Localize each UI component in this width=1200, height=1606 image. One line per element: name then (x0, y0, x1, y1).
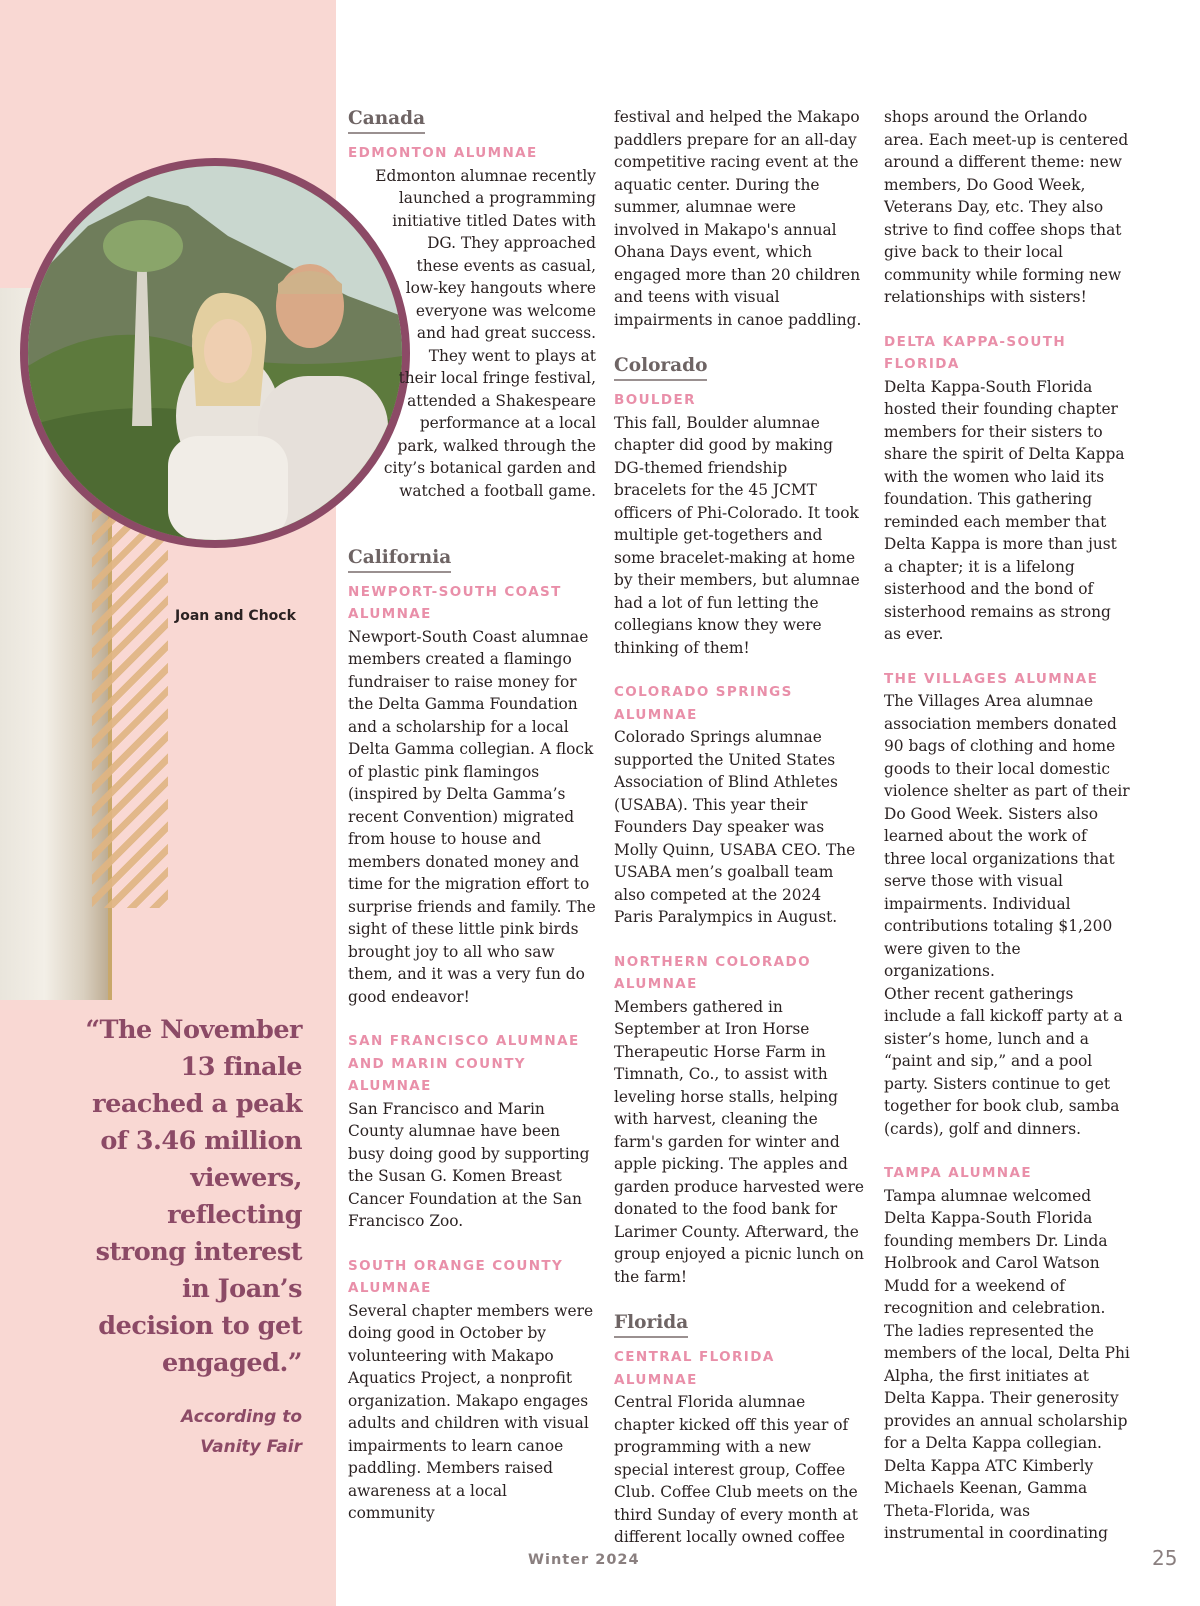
chapter-text-the-villages-2: Other recent gatherings include a fall kickoff party at a sister’s home, lunch and a “paint and sip,” and a pool party. Sisters continue to get together for book club, samba (cards), golf and dinners. (884, 984, 1123, 1138)
quote-attribution-line1: According to (181, 1407, 302, 1427)
region-heading-colorado: Colorado (614, 353, 707, 381)
chapter-text-colorado-springs: Colorado Springs alumnae supported the United States Association of Blind Athletes (USABA). This year their Founders Day speaker was Molly Quinn, USABA CEO. The USABA men’s goalball team also competed at the 2024 Paris Paralympics in August. (614, 728, 856, 926)
chapter-title-colorado-springs: COLORADO SPRINGS ALUMNAE (614, 684, 793, 723)
chapter-text-south-orange-county: Several chapter members were doing good in October by volunteering with Makapo Aquatics Project, a nonprofit organization. Makapo engages adults and children with visual impairments to learn canoe paddling. Members raised awareness at a local community (348, 1301, 594, 1522)
article-column-2 (614, 106, 864, 1549)
chapter-text-central-florida-continued: shops around the Orlando area. Each meet-up is centered around a different theme: new members, Do Good Week, Veterans Day, etc. They also strive to find coffee shops that give back to their local community while forming new relationships with sisters! (884, 108, 1129, 306)
article-column-1 (348, 106, 596, 1525)
chapter-title-newport: NEWPORT-SOUTH COAST ALUMNAE (348, 583, 562, 622)
chapter-text-northern-colorado: Members gathered in September at Iron Horse Therapeutic Horse Farm in Timnath, Co., to assist with leveling horse stalls, helping with harvest, cleaning the farm's garden for winter and apple picking. The apples and garden produce harvested were donated to the food bank for Larimer County. Afterward, the group enjoyed a picnic lunch on the farm! (614, 997, 864, 1286)
quote-attribution-line2: Vanity Fair (200, 1437, 302, 1457)
chapter-text-edmonton: Edmonton alumnae recently launched a programming initiative titled Dates with DG. They approached these events as casual, low-key hangouts where everyone was welcome and had great success. They went to plays at their local fringe festival, attended a Shakespeare performance at a local park, walked through the city’s botanical garden and watched a football game. (375, 166, 596, 500)
chapter-text-san-francisco: San Francisco and Marin County alumnae have been busy doing good by supporting the Susan G. Komen Breast Cancer Foundation at the San Francisco Zoo. (348, 1099, 590, 1230)
couple-photo-illustration (28, 166, 402, 540)
pull-quote: “The November 13 finale reached a peak of 3.46 million viewers, reflecting strong interest in Joan’s decision to get engaged.” (85, 1015, 302, 1378)
chapter-title-south-orange-county: SOUTH ORANGE COUNTY ALUMNAE (348, 1257, 564, 1296)
chapter-text-south-orange-county-continued: festival and helped the Makapo paddlers prepare for an all-day competitive racing event at the aquatic center. During the summer, alumnae were involved in Makapo's annual Ohana Days event, which engaged more than 20 children and teens with visual impairments in canoe paddling. (614, 108, 862, 329)
chapter-text-delta-kappa: Delta Kappa-South Florida hosted their founding chapter members for their sisters to share the spirit of Delta Kappa with the women who laid its foundation. This gathering reminded each member that Delta Kappa is more than just a chapter; it is a lifelong sisterhood and the bond of sisterhood remains as strong as ever. (884, 377, 1125, 643)
quote-attribution (140, 1402, 302, 1462)
page-number: 25 (1152, 1546, 1178, 1570)
chapter-title-delta-kappa: DELTA KAPPA-SOUTH FLORIDA (884, 333, 1067, 372)
region-heading-california: California (348, 545, 451, 573)
chapter-title-boulder: BOULDER (614, 392, 696, 408)
chapter-title-san-francisco: SAN FRANCISCO ALUMNAE AND MARIN COUNTY ALUMNAE (348, 1033, 580, 1094)
chapter-title-edmonton: EDMONTON ALUMNAE (348, 145, 538, 161)
chapter-text-the-villages: The Villages Area alumnae association members donated 90 bags of clothing and home goods to their local domestic violence shelter as part of their Do Good Week. Sisters also learned about the work of three local organizations that serve those with visual impairments. Individual contributions totaling $1,200 were given to the organizations. (884, 692, 1130, 980)
chapter-text-boulder: This fall, Boulder alumnae chapter did good by making DG-themed friendship bracelets for the 45 JCMT officers of Phi-Colorado. It took multiple get-togethers and some bracelet-making at home by their members, but alumnae had a lot of fun letting the collegians know they were thinking of them! (614, 413, 860, 657)
article-column-3 (884, 106, 1130, 1545)
chapter-text-tampa: Tampa alumnae welcomed Delta Kappa-South Florida founding members Dr. Linda Holbrook and Carol Watson Mudd for a weekend of recognition and celebration. The ladies represented the members of the local, Delta Phi Alpha, the first initiates at Delta Kappa. Their generosity provides an annual scholarship for a Delta Kappa collegian. Delta Kappa ATC Kimberly Michaels Keenan, Gamma Theta-Florida, was instrumental in coordinating (884, 1186, 1130, 1542)
chapter-title-the-villages: THE VILLAGES ALUMNAE (884, 670, 1099, 687)
chapter-text-central-florida: Central Florida alumnae chapter kicked off this year of programming with a new special interest group, Coffee Club. Coffee Club meets on the third Sunday of every month at different locally owned coffee (614, 1393, 858, 1546)
chapter-title-northern-colorado: NORTHERN COLORADO ALUMNAE (614, 953, 811, 992)
region-heading-canada: Canada (348, 106, 425, 134)
region-heading-florida: Florida (614, 1310, 688, 1338)
decorative-stripes (92, 490, 168, 908)
chapter-text-newport: Newport-South Coast alumnae members created a flamingo fundraiser to raise money for the Delta Gamma Foundation and a scholarship for a local Delta Gamma collegian. A flock of plastic pink flamingos (inspired by Delta Gamma’s recent Convention) migrated from house to house and members donated money and time for the migration effort to surprise friends and family. The sight of these little pink birds brought joy to all who saw them, and it was a very fun do good endeavor! (348, 627, 596, 1006)
chapter-title-tampa: TAMPA ALUMNAE (884, 1165, 1032, 1181)
chapter-title-central-florida: CENTRAL FLORIDA ALUMNAE (614, 1349, 775, 1388)
photo-caption: Joan and Chock (175, 608, 296, 624)
issue-label: Winter 2024 (528, 1552, 640, 1568)
